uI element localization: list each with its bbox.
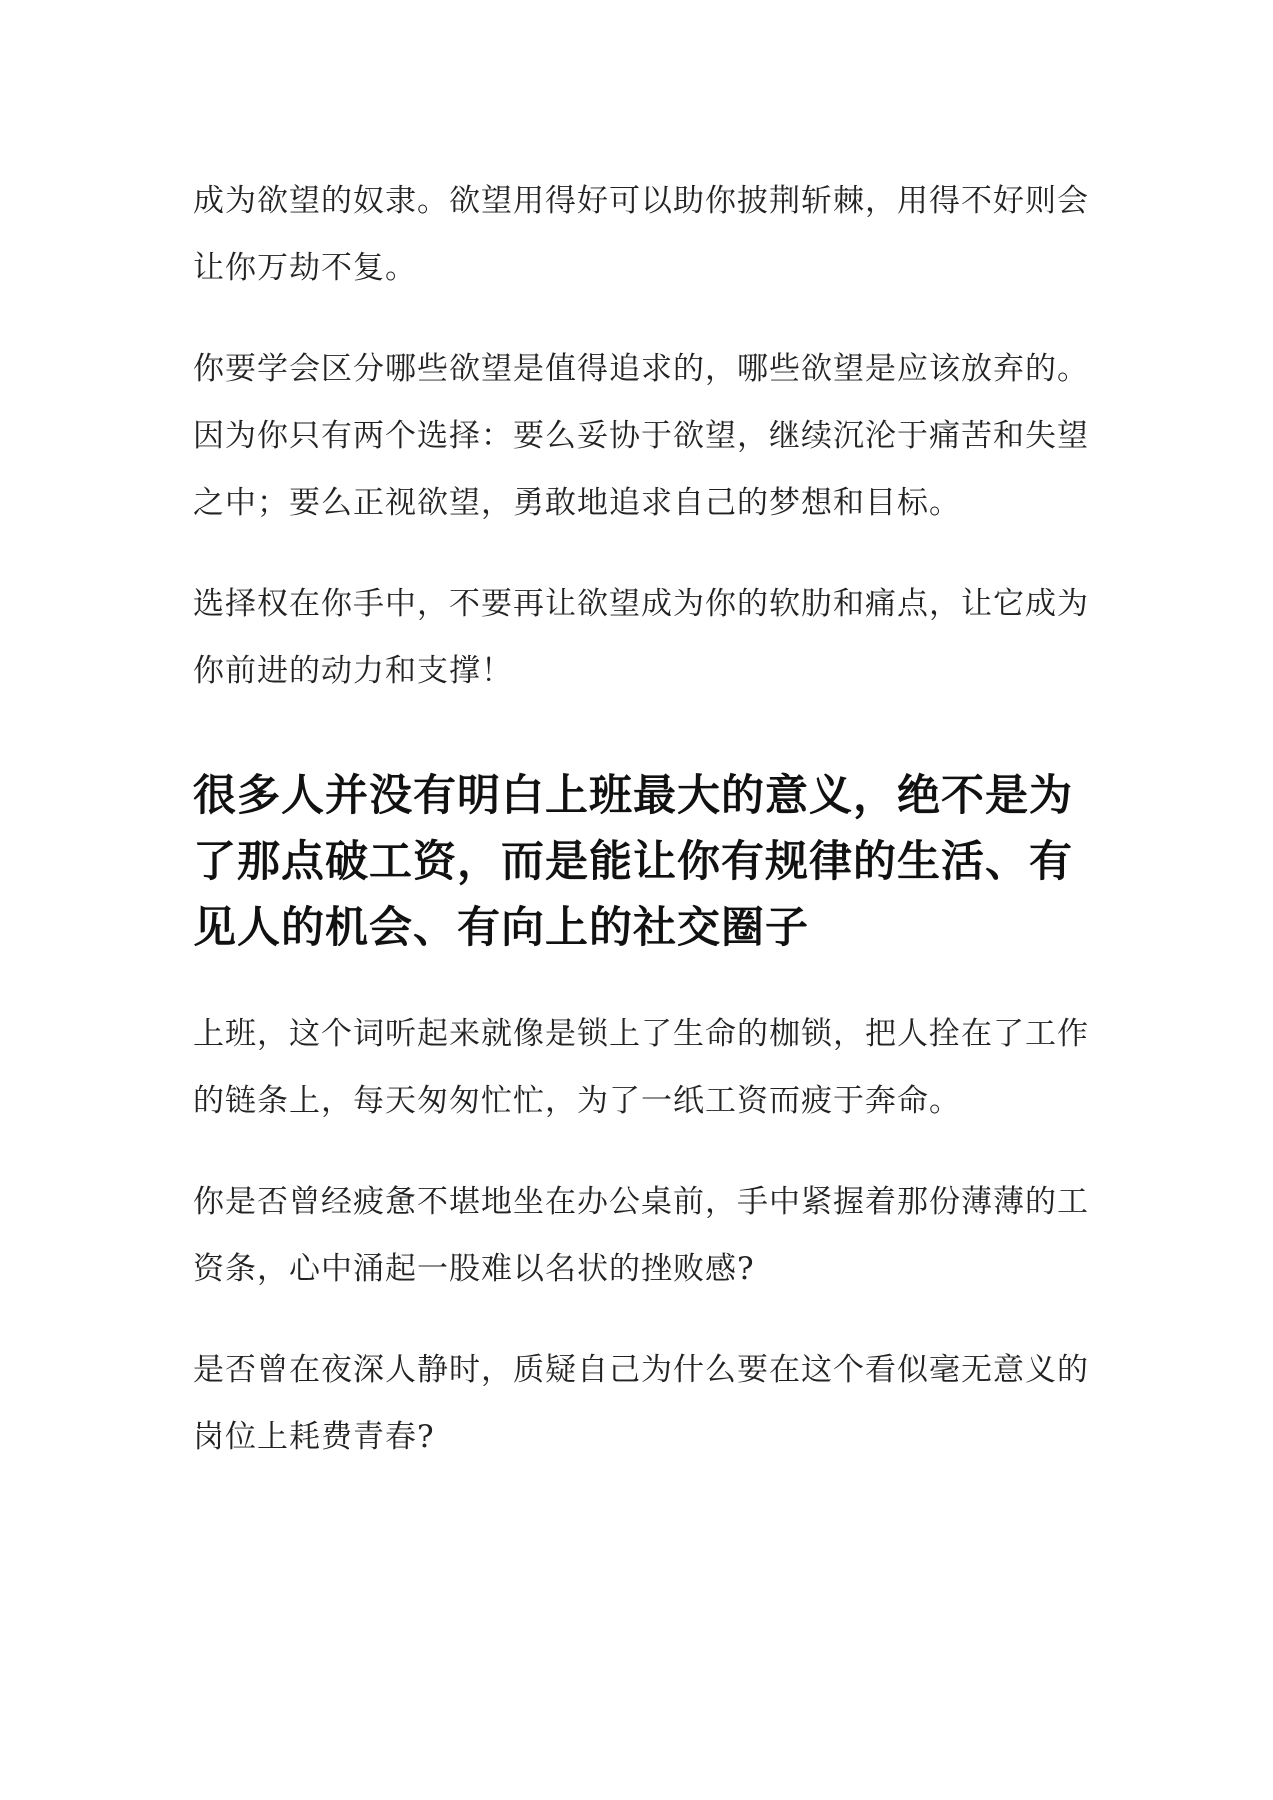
paragraph: 选择权在你手中，不要再让欲望成为你的软肋和痛点，让它成为你前进的动力和支撑！	[193, 586, 1089, 689]
article-body	[193, 168, 1093, 1505]
paragraph: 是否曾在夜深人静时，质疑自己为什么要在这个看似毫无意义的岗位上耗费青春?	[193, 1352, 1089, 1455]
paragraph: 你要学会区分哪些欲望是值得追求的，哪些欲望是应该放弃的。因为你只有两个选择：要么妥协于欲望，继续沉沦于痛苦和失望之中；要么正视欲望，勇敢地追求自己的梦想和目标。	[193, 351, 1089, 521]
paragraph: 上班，这个词听起来就像是锁上了生命的枷锁，把人拴在了工作的链条上，每天匆匆忙忙，为了一纸工资而疲于奔命。	[193, 1016, 1089, 1119]
section-heading: 很多人并没有明白上班最大的意义，绝不是为了那点破工资，而是能让你有规律的生活、有见人的机会、有向上的社交圈子	[193, 771, 1073, 953]
paragraph: 成为欲望的奴隶。欲望用得好可以助你披荆斩棘，用得不好则会让你万劫不复。	[193, 183, 1089, 286]
paragraph: 你是否曾经疲惫不堪地坐在办公桌前，手中紧握着那份薄薄的工资条，心中涌起一股难以名状的挫败感?	[193, 1184, 1089, 1287]
